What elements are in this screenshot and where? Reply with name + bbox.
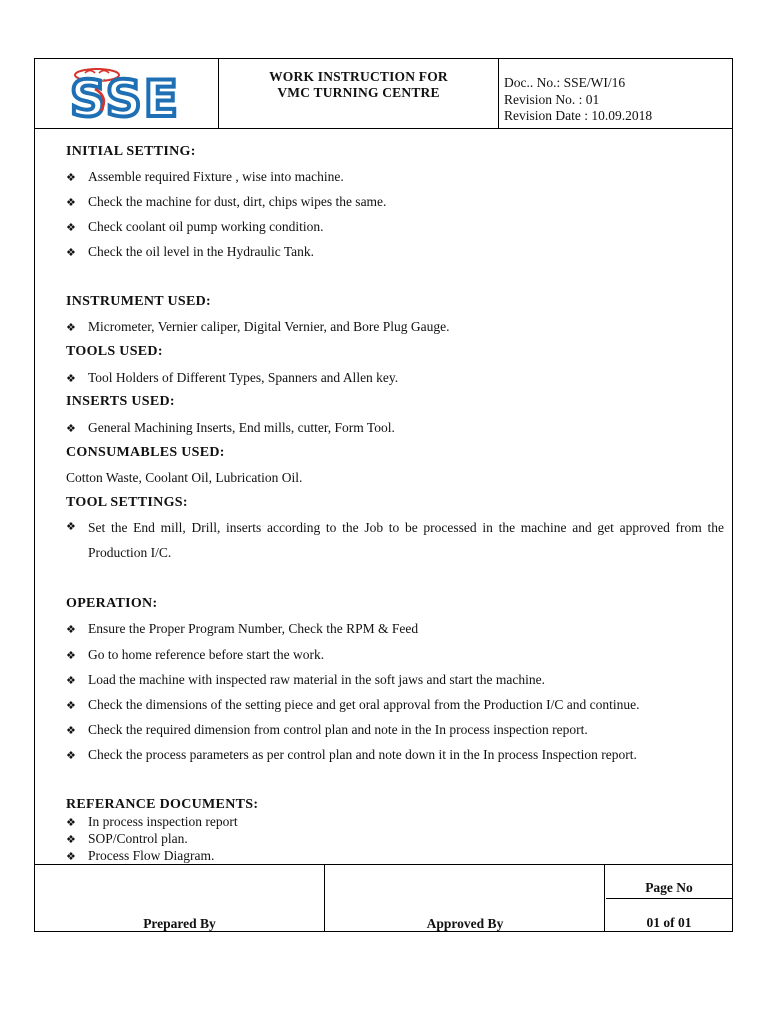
doc-number: Doc.. No.: SSE/WI/16 [504, 75, 626, 90]
bullet-icon: ❖ [66, 222, 76, 234]
document-meta [500, 59, 732, 128]
list-item: ❖ In process inspection report [66, 814, 238, 829]
section-heading-instrument-used: INSTRUMENT USED: [66, 294, 211, 309]
list-item: ❖ Check the process parameters as per control plan and note down it in the In process Inspection report. [66, 747, 637, 762]
section-heading-operation: OPERATION: [66, 596, 158, 611]
list-item: ❖ Tool Holders of Different Types, Spanners and Allen key. [66, 370, 399, 385]
consumables-text: Cotton Waste, Coolant Oil, Lubrication Oil. [66, 470, 303, 485]
bullet-icon: ❖ [66, 675, 76, 687]
bullet-icon: ❖ [66, 650, 76, 662]
page-number-label-cell [606, 865, 732, 899]
prepared-by-label: Prepared By [143, 916, 216, 931]
bullet-icon: ❖ [66, 700, 76, 712]
list-item: ❖ Check the machine for dust, dirt, chips wipes the same. [66, 194, 387, 209]
logo-cell [35, 59, 219, 128]
section-heading-initial-setting: INITIAL SETTING: [66, 144, 196, 159]
list-item: ❖ Process Flow Diagram. [66, 848, 215, 863]
list-item: ❖ General Machining Inserts, End mills, cutter, Form Tool. [66, 420, 395, 435]
list-item: ❖ Load the machine with inspected raw material in the soft jaws and start the machine. [66, 672, 545, 687]
svg-text:SSE: SSE [70, 70, 180, 128]
list-item: ❖ Check the required dimension from control plan and note in the In process inspection report. [66, 722, 588, 737]
approved-by-cell [326, 865, 605, 932]
bullet-icon: ❖ [66, 624, 76, 636]
title-line-2: VMC TURNING CENTRE [277, 85, 440, 100]
list-item: ❖ Check the oil level in the Hydraulic Tank. [66, 244, 314, 259]
section-heading-reference-documents: REFERANCE DOCUMENTS: [66, 797, 259, 812]
bullet-icon: ❖ [66, 750, 76, 762]
bullet-icon: ❖ [66, 197, 76, 209]
bullet-icon: ❖ [66, 834, 76, 846]
bullet-icon: ❖ [66, 423, 76, 435]
prepared-by-cell [35, 865, 325, 932]
list-item: ❖ Check the dimensions of the setting piece and get oral approval from the Production I/C and continue. [66, 697, 640, 712]
list-item: ❖ Assemble required Fixture , wise into machine. [66, 169, 344, 184]
approved-by-label: Approved By [426, 916, 504, 931]
bullet-icon: ❖ [66, 373, 76, 385]
document-frame [34, 58, 733, 932]
document-header [35, 59, 732, 129]
list-item: ❖ Check coolant oil pump working condition. [66, 219, 324, 234]
bullet-icon: ❖ [66, 817, 76, 829]
document-title [219, 59, 499, 128]
bullet-icon: ❖ [66, 322, 76, 334]
section-heading-tools-used: TOOLS USED: [66, 344, 163, 359]
company-logo [35, 59, 218, 128]
signature-footer [35, 864, 732, 932]
list-item: ❖ Ensure the Proper Program Number, Check the RPM & Feed [66, 621, 419, 636]
bullet-icon: ❖ [66, 851, 76, 863]
list-item: ❖ Micrometer, Vernier caliper, Digital Vernier, and Bore Plug Gauge. [66, 319, 450, 334]
page-number-cell [606, 865, 732, 932]
section-heading-consumables-used: CONSUMABLES USED: [66, 445, 225, 460]
page-number-label: Page No [645, 880, 693, 895]
list-item: ❖ SOP/Control plan. [66, 831, 188, 846]
list-item: ❖ Go to home reference before start the work. [66, 647, 325, 662]
bullet-icon: ❖ [66, 725, 76, 737]
section-heading-tool-settings: TOOL SETTINGS: [66, 495, 188, 510]
section-heading-inserts-used: INSERTS USED: [66, 394, 175, 409]
page-number-value: 01 of 01 [646, 915, 692, 930]
bullet-icon: ❖ [66, 521, 76, 533]
title-line-1: WORK INSTRUCTION FOR [269, 69, 448, 84]
revision-date: Revision Date : 10.09.2018 [504, 108, 653, 123]
bullet-icon: ❖ [66, 172, 76, 184]
bullet-icon: ❖ [66, 247, 76, 259]
revision-number: Revision No. : 01 [504, 91, 600, 107]
list-item: ❖ Set the End mill, Drill, inserts according to the Job to be processed in the machine and get approved from the Production I/C. [66, 515, 724, 565]
